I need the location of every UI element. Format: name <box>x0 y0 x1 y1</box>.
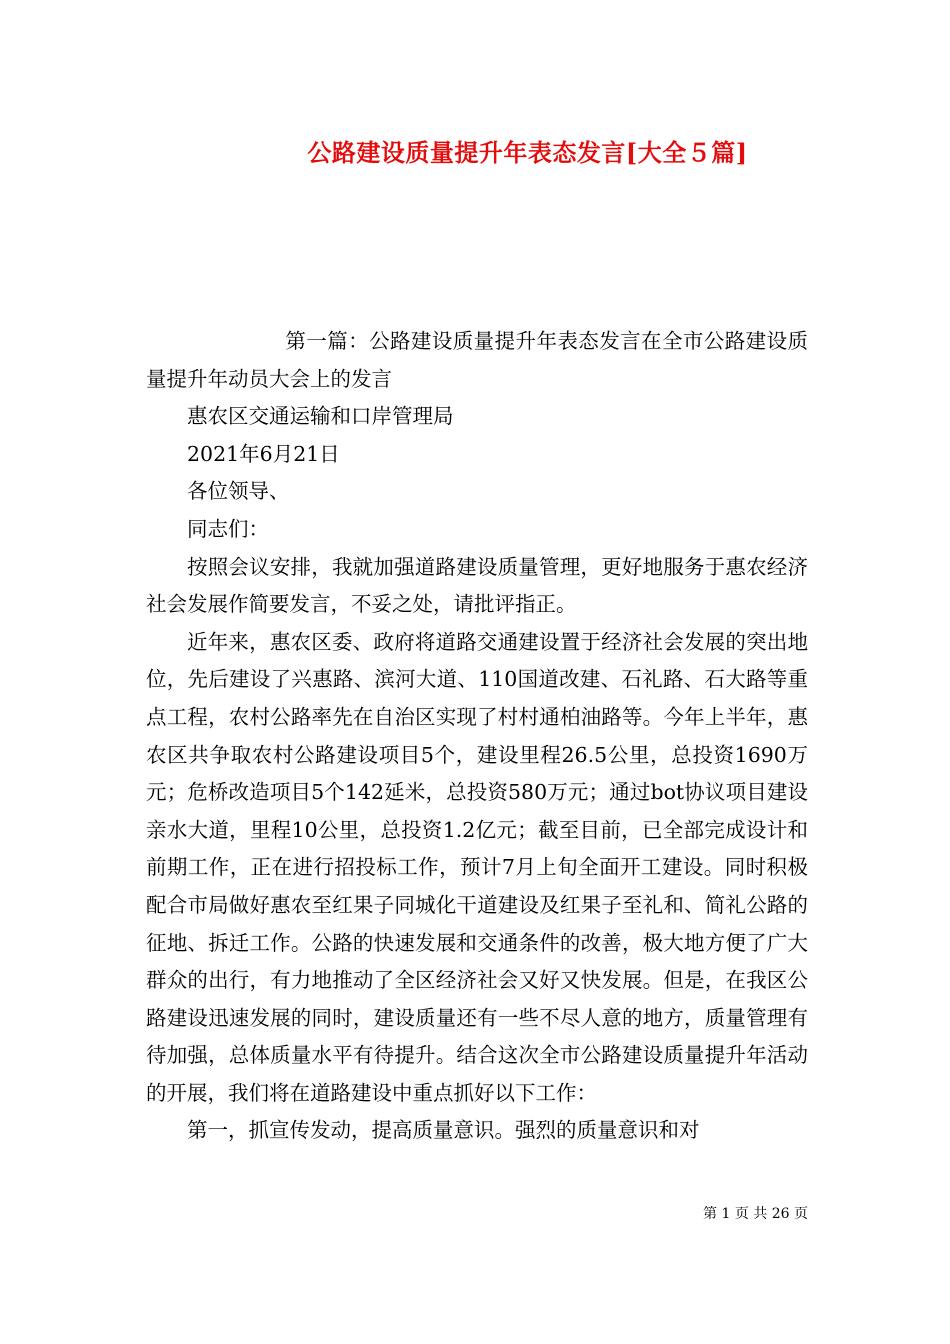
paragraph-first-point: 第一，抓宣传发动，提高质量意识。强烈的质量意识和对 <box>187 1118 700 1143</box>
document-title: 公路建设质量提升年表态发言[大全５篇] <box>307 138 748 167</box>
paragraph-opening: 按照会议安排，我就加强道路建设质量管理，更好地服务于惠农经济社会发展作简要发言，不妥之处，请批评指正。 <box>146 554 808 617</box>
paragraph-salutation-comrades: 同志们： <box>187 516 269 541</box>
paragraph-background: 近年来，惠农区委、政府将道路交通建设置于经济社会发展的突出地位，先后建设了兴惠路、滨河大道、110国道改建、石礼路、石大路等重点工程，农村公路率先在自治区实现了村村通柏油路等。今年上半年，惠农区共争取农村公路建设项目5个，建设里程26.5公里，总投资1690万元；危桥改造项目5个142延米，总投资580万元；通过bot协议项目建设亲水大道，里程10公里，总投资1.2亿元；截至目前，已全部完成设计和前期工作，正在进行招投标工作，预计7月上旬全面开工建设。同时积极配合市局做好惠农至红果子同城化干道建设及红果子至礼和、简礼公路的征地、拆迁工作。公路的快速发展和交通条件的改善，极大地方便了广大群众的出行，有力地推动了全区经济社会又好又快发展。但是，在我区公路建设迅速发展的同时，建设质量还有一些不尽人意的地方，质量管理有待加强，总体质量水平有待提升。结合这次全市公路建设质量提升年活动的开展，我们将在道路建设中重点抓好以下工作： <box>146 629 808 1105</box>
paragraph-first-heading: 第一篇：公路建设质量提升年表态发言在全市公路建设质量提升年动员大会上的发言 <box>146 329 808 391</box>
page-number-footer: 第 1 页 共 26 页 <box>703 1206 808 1222</box>
paragraph-organization: 惠农区交通运输和口岸管理局 <box>187 404 454 429</box>
paragraph-date: 2021年6月21日 <box>187 441 340 466</box>
document-body <box>146 323 808 1150</box>
paragraph-salutation-leaders: 各位领导、 <box>187 479 290 504</box>
